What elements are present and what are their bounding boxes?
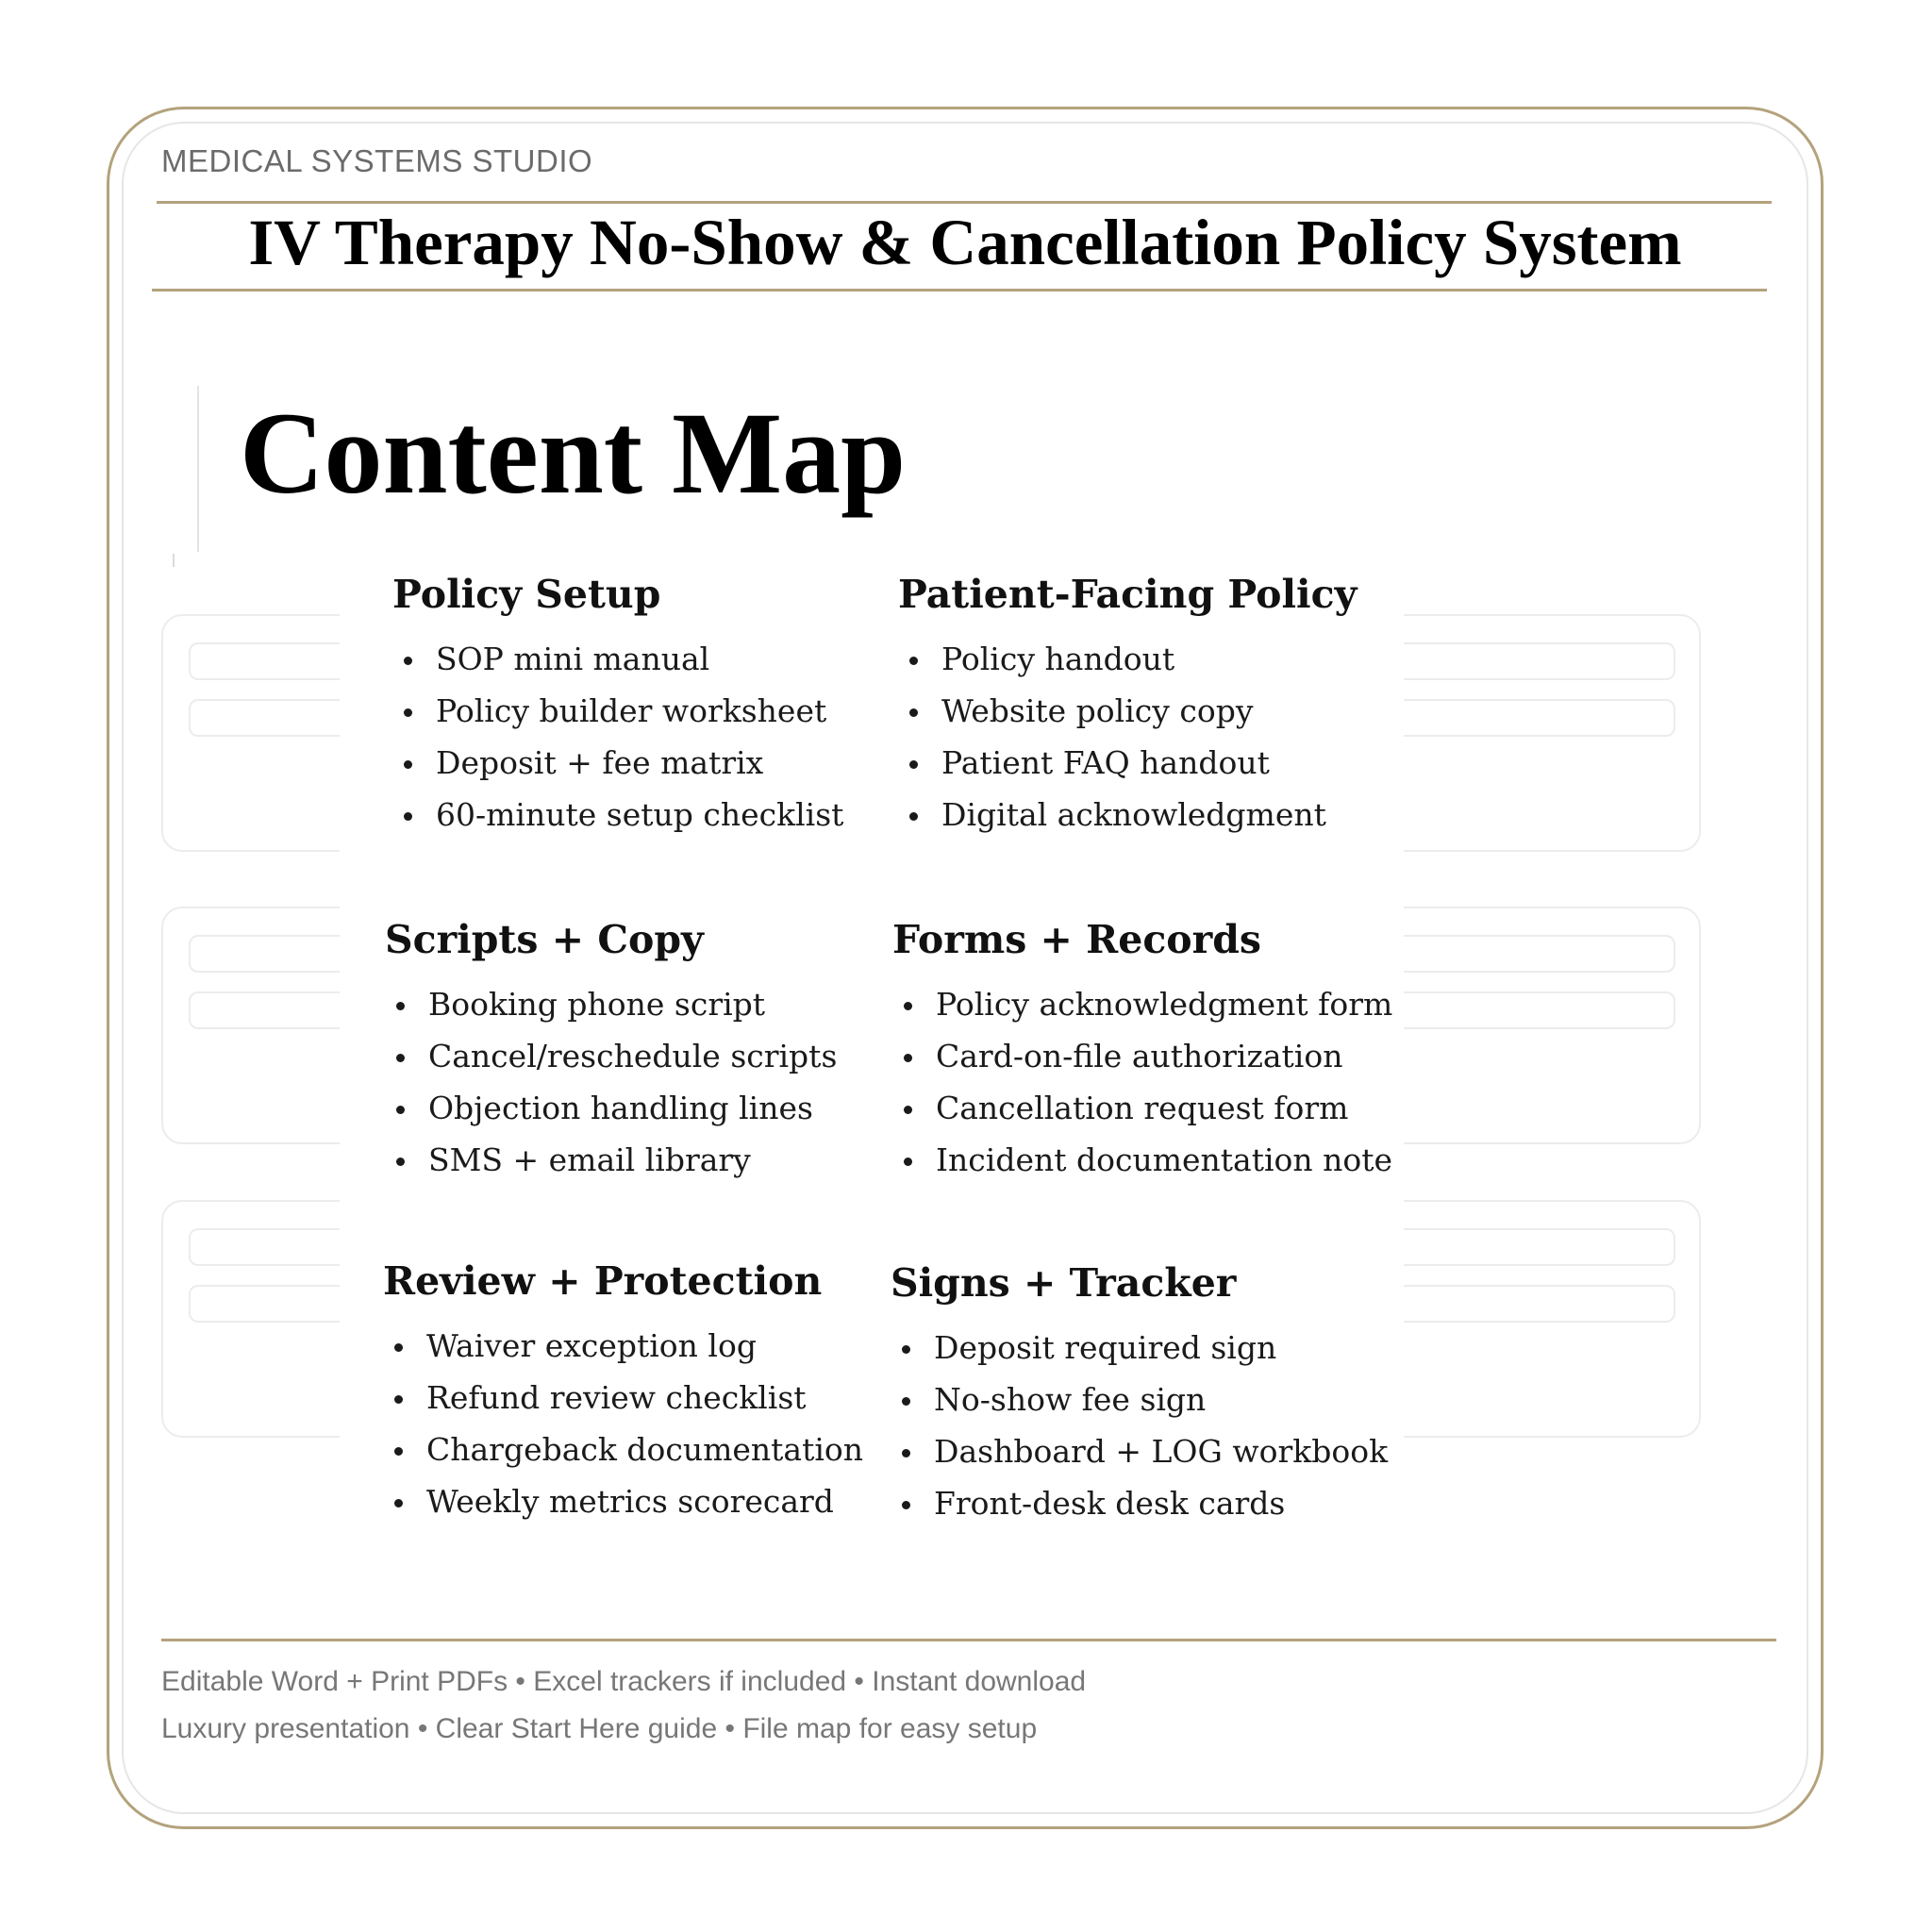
brand-label: MEDICAL SYSTEMS STUDIO xyxy=(161,143,593,178)
document-title: IV Therapy No-Show & Cancellation Policy System xyxy=(248,207,1682,278)
header-top-rule xyxy=(157,201,1772,204)
list-item: Card-on-file authorization xyxy=(892,1030,1402,1082)
list-item: Cancellation request form xyxy=(892,1082,1402,1134)
list-item: Patient FAQ handout xyxy=(898,737,1407,789)
list-item: SMS + email library xyxy=(385,1134,894,1186)
section-title: Content Map xyxy=(240,389,907,518)
footer-rule xyxy=(161,1639,1776,1641)
card-list xyxy=(383,1320,892,1527)
title-accent-bar xyxy=(197,386,199,552)
card-list xyxy=(385,978,894,1186)
header-bottom-rule xyxy=(152,289,1767,291)
list-item: Policy builder worksheet xyxy=(392,685,902,737)
card-list xyxy=(891,1322,1400,1529)
list-item: 60-minute setup checklist xyxy=(392,789,902,841)
card-patient-facing-policy xyxy=(898,572,1407,841)
list-item: Cancel/reschedule scripts xyxy=(385,1030,894,1082)
footer-benefits-line: Luxury presentation • Clear Start Here guide • File map for easy setup xyxy=(161,1713,1038,1744)
card-title: Forms + Records xyxy=(892,917,1262,962)
card-title: Review + Protection xyxy=(383,1258,823,1304)
content-map-panel xyxy=(340,572,1404,1574)
card-list xyxy=(392,633,902,841)
card-title: Scripts + Copy xyxy=(385,917,704,962)
card-forms-records xyxy=(892,917,1402,1186)
card-scripts-copy xyxy=(385,917,894,1186)
list-item: Policy acknowledgment form xyxy=(892,978,1402,1030)
title-accent-tick xyxy=(173,554,175,567)
list-item: Dashboard + LOG workbook xyxy=(891,1425,1400,1477)
list-item: Weekly metrics scorecard xyxy=(383,1475,892,1527)
footer-features-line: Editable Word + Print PDFs • Excel trackers if included • Instant download xyxy=(161,1666,1087,1697)
list-item: No-show fee sign xyxy=(891,1374,1400,1425)
card-policy-setup xyxy=(392,572,902,841)
card-list xyxy=(898,633,1407,841)
list-item: Policy handout xyxy=(898,633,1407,685)
card-title: Patient-Facing Policy xyxy=(898,572,1357,617)
card-list xyxy=(892,978,1402,1186)
list-item: Incident documentation note xyxy=(892,1134,1402,1186)
list-item: Objection handling lines xyxy=(385,1082,894,1134)
list-item: Booking phone script xyxy=(385,978,894,1030)
list-item: Deposit required sign xyxy=(891,1322,1400,1374)
list-item: Chargeback documentation xyxy=(383,1424,892,1475)
list-item: SOP mini manual xyxy=(392,633,902,685)
list-item: Refund review checklist xyxy=(383,1372,892,1424)
list-item: Waiver exception log xyxy=(383,1320,892,1372)
list-item: Front-desk desk cards xyxy=(891,1477,1400,1529)
list-item: Website policy copy xyxy=(898,685,1407,737)
list-item: Deposit + fee matrix xyxy=(392,737,902,789)
list-item: Digital acknowledgment xyxy=(898,789,1407,841)
card-title: Policy Setup xyxy=(392,572,661,617)
card-signs-tracker xyxy=(891,1260,1400,1529)
card-review-protection xyxy=(383,1258,892,1527)
card-title: Signs + Tracker xyxy=(891,1260,1237,1306)
